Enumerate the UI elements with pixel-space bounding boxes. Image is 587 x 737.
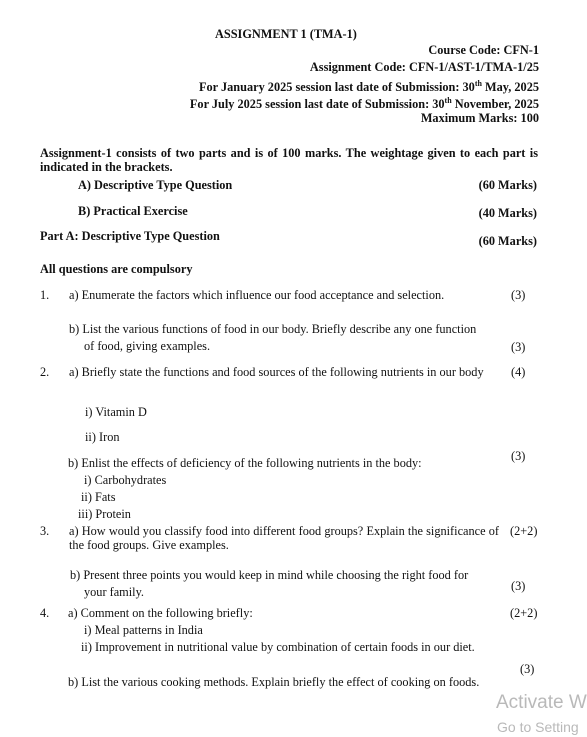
- maximum-marks: Maximum Marks: 100: [420, 111, 539, 125]
- q3a-text: a) How would you classify food into different food groups? Explain the significance of the food groups. Give examples.: [69, 524, 499, 552]
- assignment-code: Assignment Code: CFN-1/AST-1/TMA-1/25: [309, 60, 539, 74]
- section-instruction: All questions are compulsory: [40, 262, 193, 276]
- q3b-text-line1: b) Present three points you would keep in mind while choosing the right food for: [70, 568, 469, 582]
- q4a-item: ii) Improvement in nutritional value by combination of certain foods in our diet.: [81, 640, 475, 654]
- q2b-item: ii) Fats: [81, 490, 116, 504]
- question-number: 4.: [40, 606, 50, 620]
- q1b-text-line2: of food, giving examples.: [84, 339, 211, 353]
- january-session-deadline: For January 2025 session last date of Submission: 30th May, 2025: [199, 79, 539, 95]
- assignment-title: ASSIGNMENT 1 (TMA-1): [215, 27, 357, 41]
- part-b-label: B) Practical Exercise: [78, 204, 188, 218]
- question-number: 2.: [40, 365, 50, 379]
- q2a-item: ii) Iron: [85, 430, 120, 444]
- q4b-text: b) List the various cooking methods. Explain briefly the effect of cooking on foods.: [68, 675, 480, 689]
- q4b-marks: (3): [520, 662, 535, 676]
- q2b-text: b) Enlist the effects of deficiency of the following nutrients in the body:: [68, 456, 422, 470]
- activation-watermark-subtitle: Go to Setting: [497, 719, 579, 735]
- question-number: 3.: [40, 524, 50, 538]
- q2a-item: i) Vitamin D: [85, 405, 147, 419]
- q4a-marks: (2+2): [510, 606, 538, 620]
- q2b-marks: (3): [511, 449, 526, 463]
- q1a-text: a) Enumerate the factors which influence our food acceptance and selection.: [69, 288, 445, 302]
- q4a-text: a) Comment on the following briefly:: [68, 606, 253, 620]
- q3b-marks: (3): [511, 579, 526, 593]
- part-a-marks: (60 Marks): [478, 178, 537, 192]
- question-number: 1.: [40, 288, 50, 302]
- part-a-label: A) Descriptive Type Question: [78, 178, 233, 192]
- part-b-marks: (40 Marks): [478, 206, 537, 220]
- activation-watermark-title: Activate W: [496, 692, 587, 713]
- q3a-marks: (2+2): [510, 524, 538, 538]
- july-session-deadline: For July 2025 session last date of Submission: 30th November, 2025: [189, 96, 539, 112]
- intro-text: Assignment-1 consists of two parts and is of 100 marks. The weightage given to each part is indicated in the brackets.: [40, 146, 538, 174]
- q2b-item: i) Carbohydrates: [84, 473, 167, 487]
- course-code: Course Code: CFN-1: [428, 43, 539, 57]
- q4a-item: i) Meal patterns in India: [84, 623, 203, 637]
- q2a-text: a) Briefly state the functions and food sources of the following nutrients in our body: [69, 365, 484, 379]
- q1b-text-line1: b) List the various functions of food in our body. Briefly describe any one function: [69, 322, 477, 336]
- q1a-marks: (3): [511, 288, 526, 302]
- q3b-text-line2: your family.: [84, 585, 144, 599]
- q1b-marks: (3): [511, 340, 526, 354]
- section-heading: Part A: Descriptive Type Question: [40, 229, 220, 243]
- section-marks: (60 Marks): [478, 234, 537, 248]
- q2a-marks: (4): [511, 365, 526, 379]
- q2b-item: iii) Protein: [78, 507, 131, 521]
